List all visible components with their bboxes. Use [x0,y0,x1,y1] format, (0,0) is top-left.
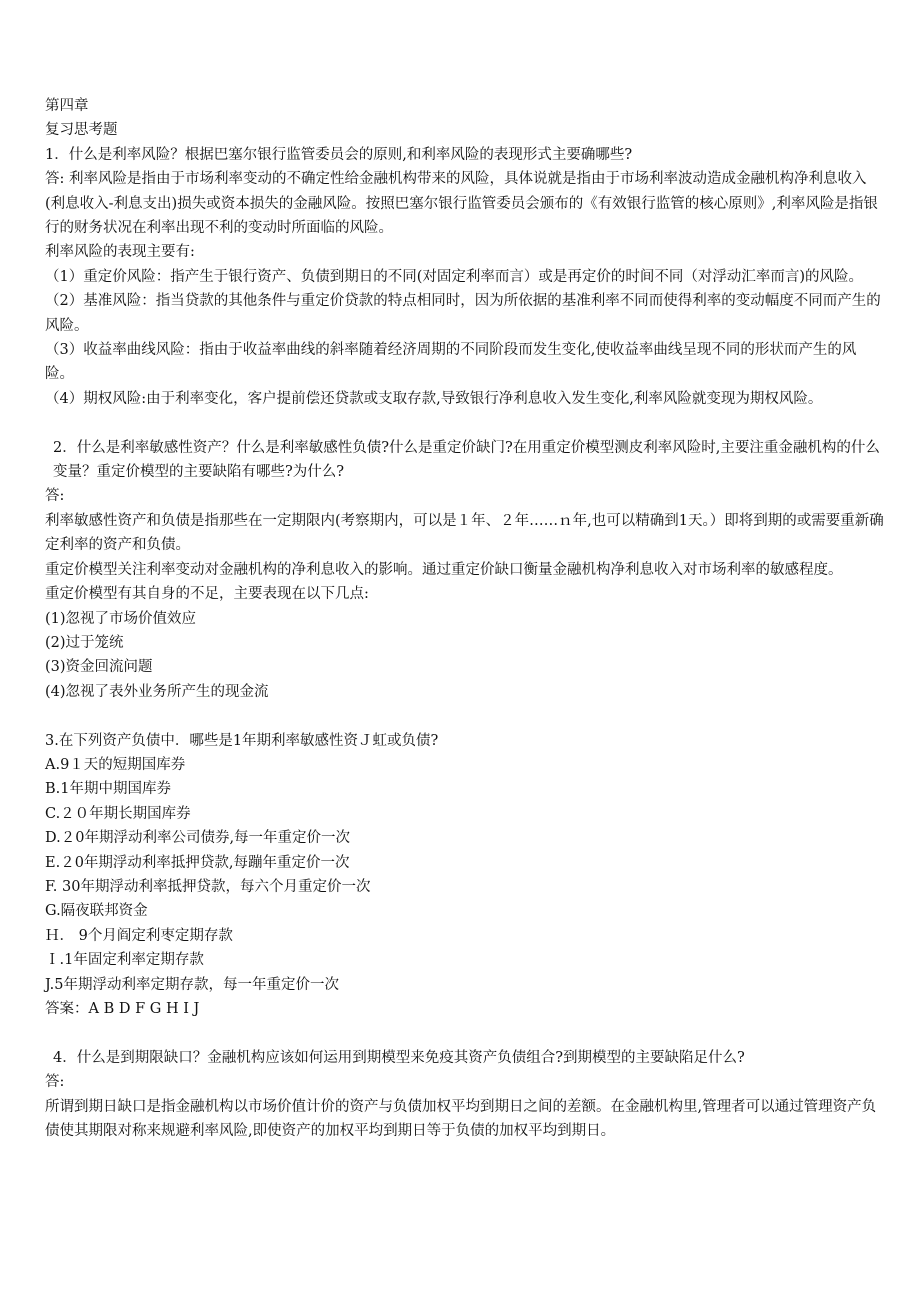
deficiency-item: (1)忽视了市场价值效应 [45,610,197,627]
answer-label-2: 答: [45,488,65,505]
spacer [45,1021,885,1045]
option-item: E.２0年期浮动利率抵押贷款,每蹦年重定价一次 [45,854,350,871]
answer-label-4: 答: [45,1074,65,1091]
risk-form-item: （3）收益率曲线风险：指由于收益率曲线的斜率随着经济周期的不同阶段而发生变化,使收益率曲线呈现不同的形状而产生的风险。 [45,342,857,383]
question-4: 4．什么是到期限缺口？金融机构应该如何运用到期模型来免疫其资产负债组合?到期模型的主要缺陷足什么? [53,1049,745,1066]
option-item: B.1年期中期国库券 [45,781,171,798]
risk-forms-intro: 利率风险的表现主要有: [45,244,195,261]
risk-form-item: （2）基准风险：指当贷款的其他条件与重定价贷款的特点相同时，因为所依据的基准利率不同而使得利率的变动幅度不同而产生的风险。 [45,293,881,334]
answer-2-paragraph: 重定价模型有其自身的不足，主要表现在以下几点: [45,586,369,603]
document-page [45,94,885,1143]
option-item: D.２0年期浮动利率公司债券,每一年重定价一次 [45,830,351,847]
spacer [45,411,885,435]
answer-3: 答案：A B D F G H I J [45,1001,200,1017]
option-item: Ｈ． 9个月阎定利枣定期存款 [45,927,233,944]
option-item: F. 30年期浮动利率抵押贷款，每六个月重定价一次 [45,878,371,895]
option-item: J.5年期浮动利率定期存款，每一年重定价一次 [45,976,340,993]
option-item: A.9１天的短期国库券 [45,756,186,773]
question-1: 1．什么是利率风险？根据巴塞尔银行监管委员会的原则,和利率风险的表现形式主要确哪些? [45,146,633,163]
deficiency-item: (2)过于笼统 [45,634,124,651]
option-item: C.２０年期长期国库券 [45,805,191,822]
deficiency-item: (3)资金回流问题 [45,659,153,676]
question-2: 2．什么是利率敏感性资产？什么是利率敏感性负债?什么是重定价缺门?在用重定价模型测皮利率风险时,主要注重金融机构的什么变量？重定价模型的主要缺陷有哪些?为什么? [53,439,880,481]
risk-form-item: （1）重定价风险：指产生于银行资产、负债到期日的不同(对固定利率而言）或是再定价的时间不同（对浮动汇率而言)的风险。 [45,268,864,285]
answer-1: 答: 利率风险是指由于市场利率变动的不确定性给金融机构带来的风险，具体说就是指由于市场利率波动造成金融机构净利息收入(利息收入-利息支出)损失或资本损失的金融风险。按照巴塞尔银行监管委员会颁布的《有效银行监管的核心原则》,利率风险是指银行的财务状况在利率出现不利的变动时所面临的风险。 [45,171,878,237]
risk-form-item: （4）期权风险:由于利率变化，客户提前偿还贷款或支取存款,导致银行净利息收入发生变化,利率风险就变现为期权风险。 [45,390,823,407]
spacer [45,704,885,728]
chapter-title: 第四章 [45,98,89,114]
answer-4-paragraph: 所谓到期日缺口是指金融机构以市场价值计价的资产与负债加权平均到期日之间的差额。在金融机构里,管理者可以通过管理资产负债使其期限对称来规避利率风险,即使资产的加权平均到期日等于负债的加权平均到期日。 [45,1098,877,1140]
answer-2-paragraph: 重定价模型关注利率变动对金融机构的净利息收入的影响。通过重定价缺口衡量金融机构净利息收入对市场利率的敏感程度。 [45,561,843,578]
section-title: 复习思考题 [45,122,118,139]
deficiency-item: (4)忽视了表外业务所产生的现金流 [45,683,269,700]
option-item: G.隔夜联邦资金 [45,903,148,920]
question-3: 3.在下列资产负债中．哪些是1年期利率敏感性资Ｊ虹或负债? [45,732,439,749]
option-item: Ｉ.1年固定利率定期存款 [45,952,204,969]
answer-2-paragraph: 利率敏感性资产和负债是指那些在一定期限内(考察期内，可以是１年、２年……ｎ年,也可以精确到1天。）即将到期的或需要重新确定利率的资产和负债。 [45,512,884,554]
